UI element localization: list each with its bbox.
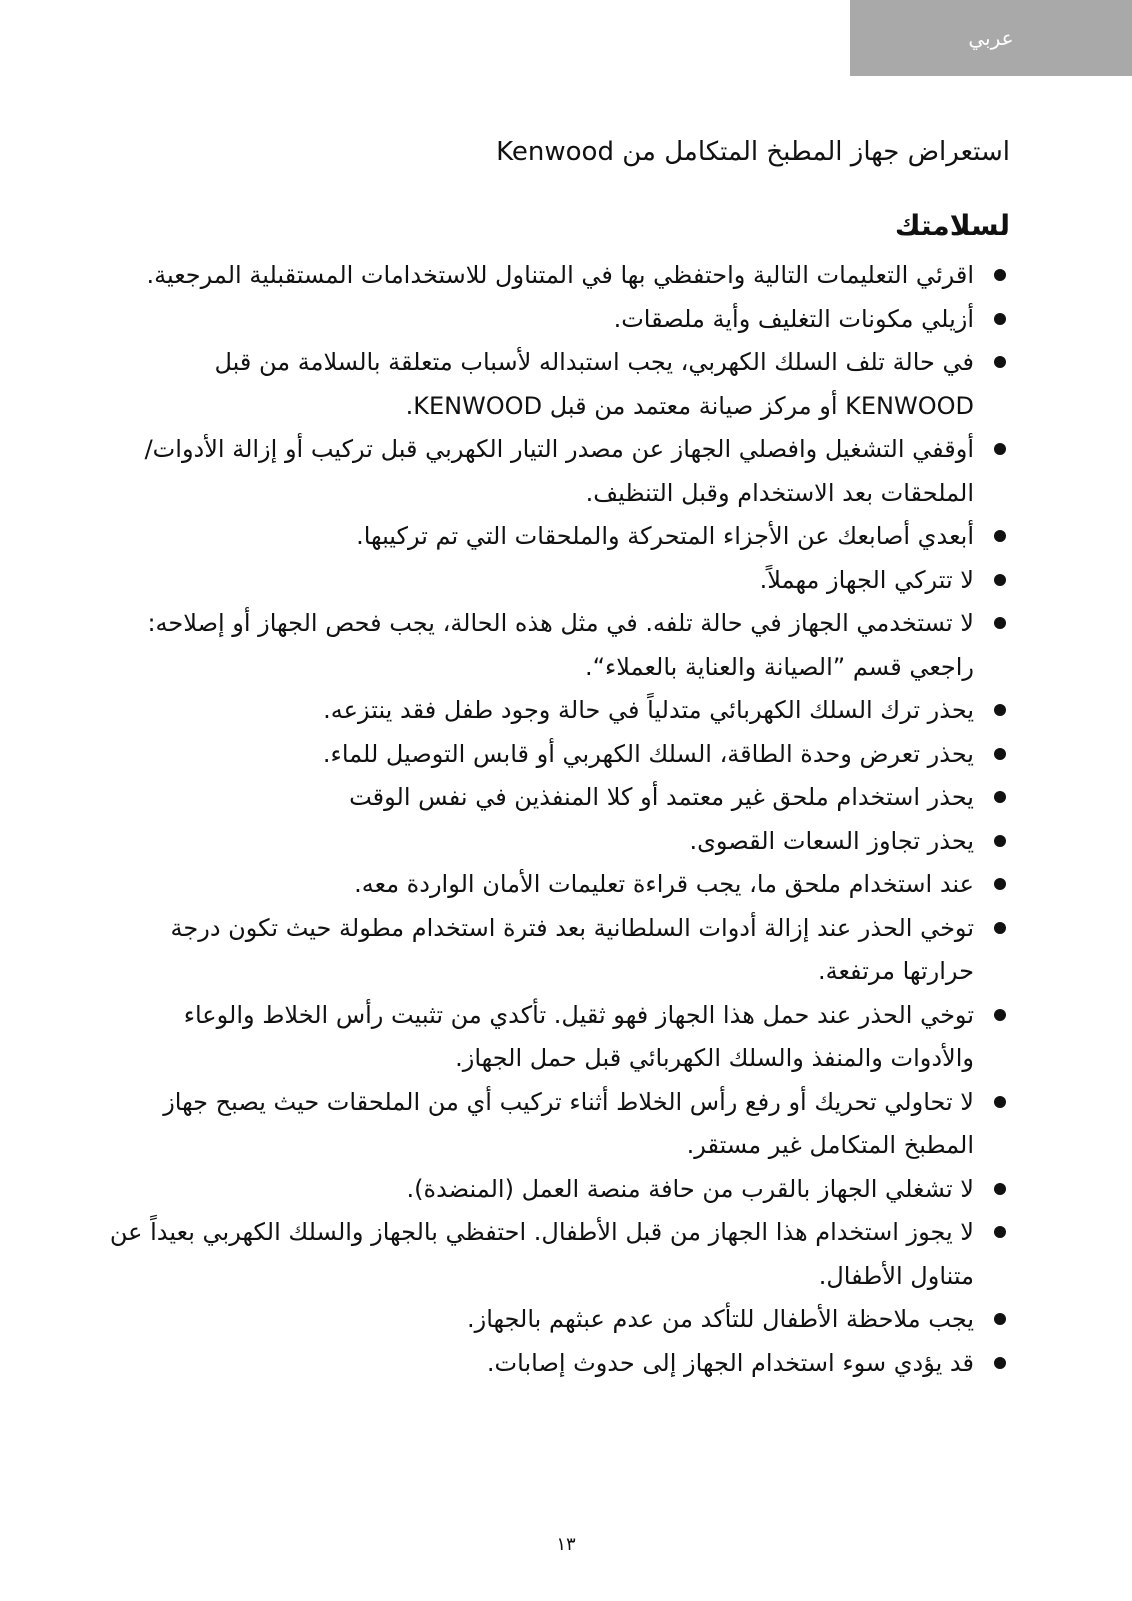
safety-item: لا يجوز استخدام هذا الجهاز من قبل الأطفال. احتفظي بالجهاز والسلك الكهربي بعيداً عن متناول الأطفال. [100, 1211, 1010, 1298]
safety-item: لا تحاولي تحريك أو رفع رأس الخلاط أثناء تركيب أي من الملحقات حيث يصبح جهاز المطبخ المتكامل غير مستقر. [100, 1081, 1010, 1168]
safety-item: أوقفي التشغيل وافصلي الجهاز عن مصدر التيار الكهربي قبل تركيب أو إزالة الأدوات/ الملحقات بعد الاستخدام وقبل التنظيف. [100, 428, 1010, 515]
safety-item: في حالة تلف السلك الكهربي، يجب استبداله لأسباب متعلقة بالسلامة من قبل KENWOOD أو مركز صيانة معتمد من قبل KENWOOD. [100, 341, 1010, 428]
safety-item: يحذر استخدام ملحق غير معتمد أو كلا المنفذين في نفس الوقت [100, 776, 1010, 820]
safety-item: أبعدي أصابعك عن الأجزاء المتحركة والملحقات التي تم تركيبها. [100, 515, 1010, 559]
document-body [100, 128, 1010, 1385]
safety-heading: لسلامتك [894, 209, 1010, 242]
safety-item: أزيلي مكونات التغليف وأية ملصقات. [100, 298, 1010, 342]
safety-item: اقرئي التعليمات التالية واحتفظي بها في المتناول للاستخدامات المستقبلية المرجعية. [100, 254, 1010, 298]
safety-item: يحذر ترك السلك الكهربائي متدلياً في حالة وجود طفل فقد ينتزعه. [100, 689, 1010, 733]
safety-list [100, 254, 1010, 1385]
intro-title: استعراض جهاز المطبخ المتكامل من Kenwood [496, 137, 1010, 167]
page-number: ١٣ [556, 1534, 576, 1555]
safety-item: عند استخدام ملحق ما، يجب قراءة تعليمات الأمان الواردة معه. [100, 863, 1010, 907]
safety-item: لا تتركي الجهاز مهملاً. [100, 559, 1010, 603]
safety-item: يحذر تجاوز السعات القصوى. [100, 820, 1010, 864]
safety-item: يجب ملاحظة الأطفال للتأكد من عدم عبثهم بالجهاز. [100, 1298, 1010, 1342]
language-tab [850, 0, 1132, 76]
safety-item: لا تشغلي الجهاز بالقرب من حافة منصة العمل (المنضدة). [100, 1168, 1010, 1212]
safety-item: توخي الحذر عند حمل هذا الجهاز فهو ثقيل. تأكدي من تثبيت رأس الخلاط والوعاء والأدوات والمنفذ والسلك الكهربائي قبل حمل الجهاز. [100, 994, 1010, 1081]
safety-item: توخي الحذر عند إزالة أدوات السلطانية بعد فترة استخدام مطولة حيث تكون درجة حرارتها مرتفعة. [100, 907, 1010, 994]
safety-item: لا تستخدمي الجهاز في حالة تلفه. في مثل هذه الحالة، يجب فحص الجهاز أو إصلاحه: راجعي قسم ”الصيانة والعناية بالعملاء“. [100, 602, 1010, 689]
safety-item: قد يؤدي سوء استخدام الجهاز إلى حدوث إصابات. [100, 1342, 1010, 1386]
safety-item: يحذر تعرض وحدة الطاقة، السلك الكهربي أو قابس التوصيل للماء. [100, 733, 1010, 777]
language-tab-label: عربي [968, 26, 1014, 50]
